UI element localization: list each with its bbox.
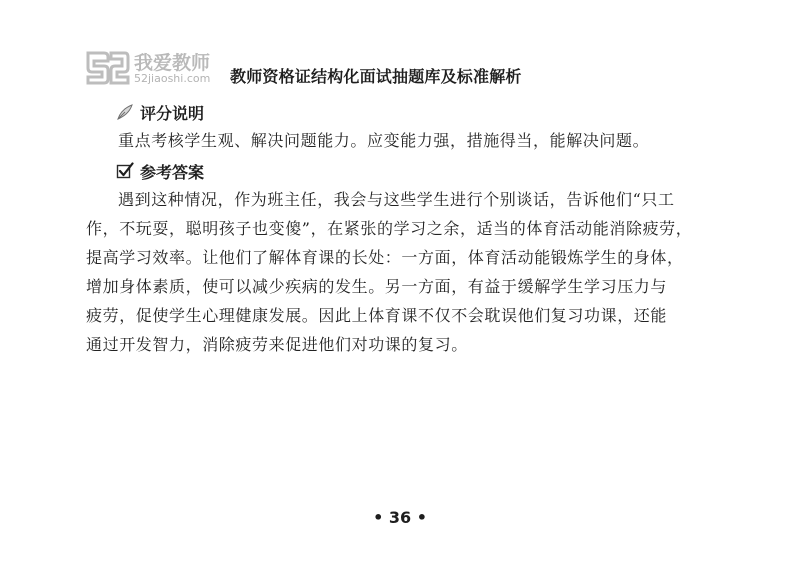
logo-name: 我爱教师 [134,52,211,74]
site-logo [84,46,224,90]
page-content [86,98,726,359]
answer-text [86,185,726,359]
scoring-text [86,126,726,155]
page-header [84,46,644,90]
scoring-text-line: 重点考核学生观、解决问题能力。应变能力强，措施得当，能解决问题。 [118,131,650,150]
answer-line: 疲劳，促使学生心理健康发展。因此上体育课不仅不会耽误他们复习功课，还能 [86,306,668,325]
book-title: 教师资格证结构化面试抽题库及标准解析 [230,67,522,86]
scoring-title: 评分说明 [140,103,205,123]
logo-mark-icon [84,49,130,87]
answer-section-heading [116,157,726,185]
answer-title: 参考答案 [140,162,205,182]
answer-line: 通过开发智力，消除疲劳来促进他们对功课的复习。 [86,335,468,354]
pen-nib-icon [116,103,134,121]
logo-url: 52jiaoshi.com [134,72,211,85]
answer-line: 提高学习效率。让他们了解体育课的长处：一方面，体育活动能锻炼学生的身体， [86,248,684,267]
answer-line: 增加身体素质，使可以减少疾病的发生。另一方面，有益于缓解学生学习压力与 [86,277,668,296]
page-number: • 36 • [373,508,427,527]
answer-line: 作，不玩耍，聪明孩子也变傻”，在紧张的学习之余，适当的体育活动能消除疲劳， [86,219,693,238]
checkbox-checked-icon [116,162,134,180]
answer-line: 遇到这种情况，作为班主任，我会与这些学生进行个别谈话，告诉他们“只工 [118,190,675,209]
scoring-section-heading [116,98,726,126]
